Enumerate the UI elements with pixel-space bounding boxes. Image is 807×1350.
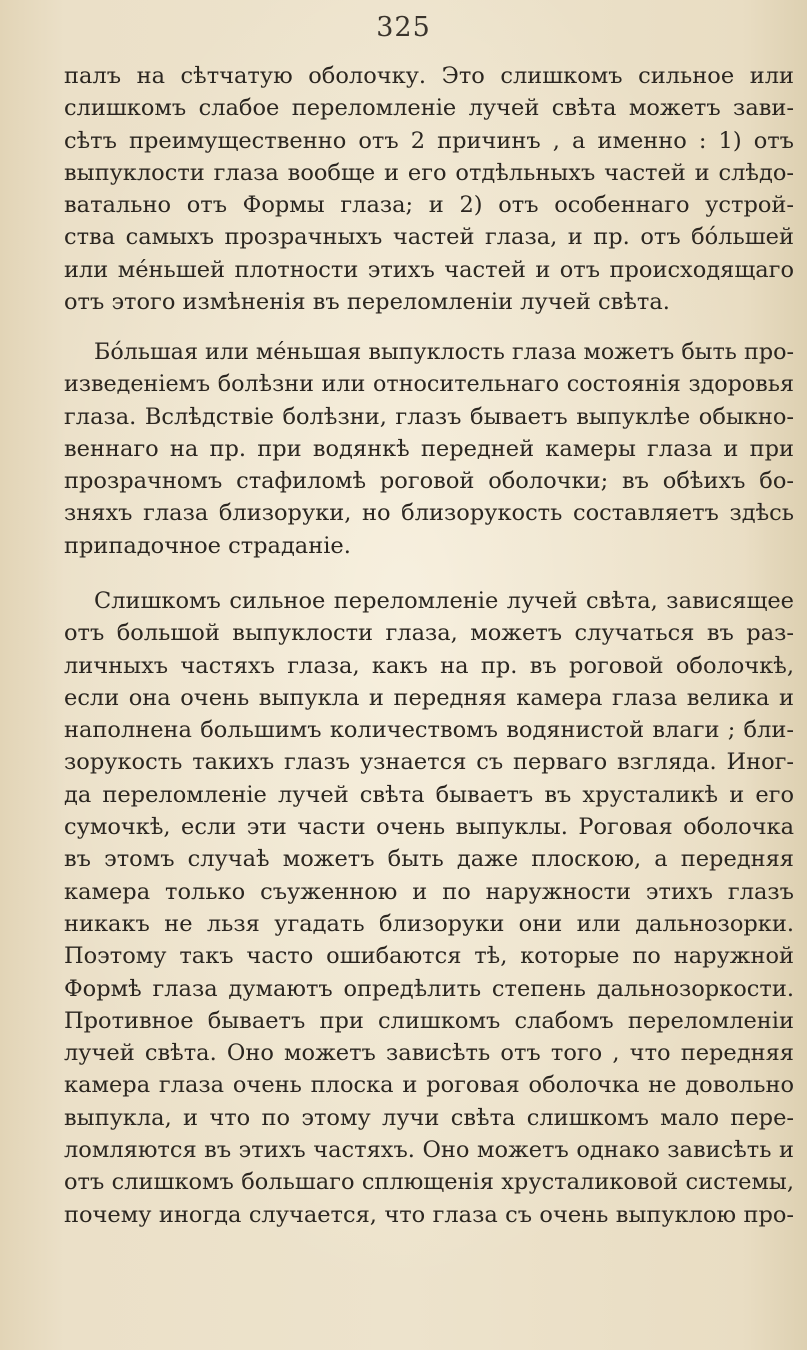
text-line: отъ этого измѣненія въ переломленіи лучей свѣта.	[64, 289, 670, 316]
text-line: въ этомъ случаѣ можетъ быть даже плоскою, а передняя	[64, 846, 794, 873]
text-line: да переломленіе лучей свѣта бываетъ въ хрусталикѣ и его	[64, 781, 794, 808]
page-number: 325	[376, 12, 431, 43]
text-line: личныхъ частяхъ глаза, какъ на пр. въ роговой оболочкѣ,	[64, 652, 794, 679]
text-line: слишкомъ слабое переломленіе лучей свѣта можетъ зави-	[64, 95, 794, 122]
paragraph-1	[64, 60, 794, 318]
text-line: камера глаза очень плоска и роговая оболочка не довольно	[64, 1072, 794, 1099]
text-line: палъ на сѣтчатую оболочку. Это слишкомъ сильное или	[64, 63, 794, 89]
text-line: почему иногда случается, что глаза съ очень выпуклою про-	[64, 1201, 794, 1228]
text-line: ватально отъ Формы глаза; и 2) отъ особеннаго устрой-	[64, 192, 794, 219]
text-line: Формѣ глаза думаютъ опредѣлить степень дальнозоркости.	[64, 975, 794, 1002]
text-line: веннаго на пр. при водянкѣ передней камеры глаза и при	[64, 435, 794, 462]
text-line: зняхъ глаза близоруки, но близорукость составляетъ здѣсь	[64, 500, 794, 527]
text-line: прозрачномъ стафиломѣ роговой оболочки; въ обѣихъ бо-	[64, 468, 794, 495]
text-line: лучей свѣта. Оно можетъ зависѣть отъ того , что передняя	[64, 1040, 794, 1067]
text-line: Бо́льшая или мéньшая выпуклость глаза можетъ быть про-	[94, 339, 794, 365]
text-line: Слишкомъ сильное переломленіе лучей свѣта, зависящее	[94, 588, 794, 614]
text-line: ства самыхъ прозрачныхъ частей глаза, и пр. отъ бо́льшей	[64, 224, 794, 251]
text-line: отъ слишкомъ большаго сплющенія хрусталиковой системы,	[64, 1169, 794, 1196]
paragraph-3	[64, 585, 794, 1231]
text-line: камера только съуженною и по наружности этихъ глазъ	[64, 878, 794, 905]
text-line: отъ большой выпуклости глаза, можетъ случаться въ раз-	[64, 620, 794, 647]
text-line: изведеніемъ болѣзни или относительнаго состоянія здоровья	[64, 371, 794, 398]
text-line: выпуклости глаза вообще и его отдѣльныхъ частей и слѣдо-	[64, 159, 794, 186]
text-line: или мéньшей плотности этихъ частей и отъ происходящаго	[64, 256, 794, 283]
text-line: зорукость такихъ глазъ узнается съ перваго взгляда. Иног-	[64, 749, 794, 776]
text-line: если она очень выпукла и передняя камера глаза велика и	[64, 684, 794, 711]
text-line: ломляются въ этихъ частяхъ. Оно можетъ однако зависѣть и	[64, 1137, 794, 1164]
paragraph-2	[64, 336, 794, 562]
text-line: выпукла, и что по этому лучи свѣта слишкомъ мало пере-	[64, 1104, 794, 1131]
text-line: сумочкѣ, если эти части очень выпуклы. Роговая оболочка	[64, 814, 794, 841]
text-line: наполнена большимъ количествомъ водянистой влаги ; бли-	[64, 717, 794, 744]
text-line: никакъ не льзя угадать близоруки они или дальнозорки.	[64, 910, 794, 937]
text-line: глаза. Вслѣдствіе болѣзни, глазъ бываетъ выпуклѣе обыкно-	[64, 403, 794, 430]
text-line: сѣтъ преимущественно отъ 2 причинъ , а именно : 1) отъ	[64, 127, 794, 154]
text-line: Поэтому такъ часто ошибаются тѣ, которые по наружной	[64, 943, 794, 970]
text-line: припадочное страданіе.	[64, 532, 351, 559]
text-line: Противное бываетъ при слишкомъ слабомъ переломленіи	[64, 1007, 794, 1034]
